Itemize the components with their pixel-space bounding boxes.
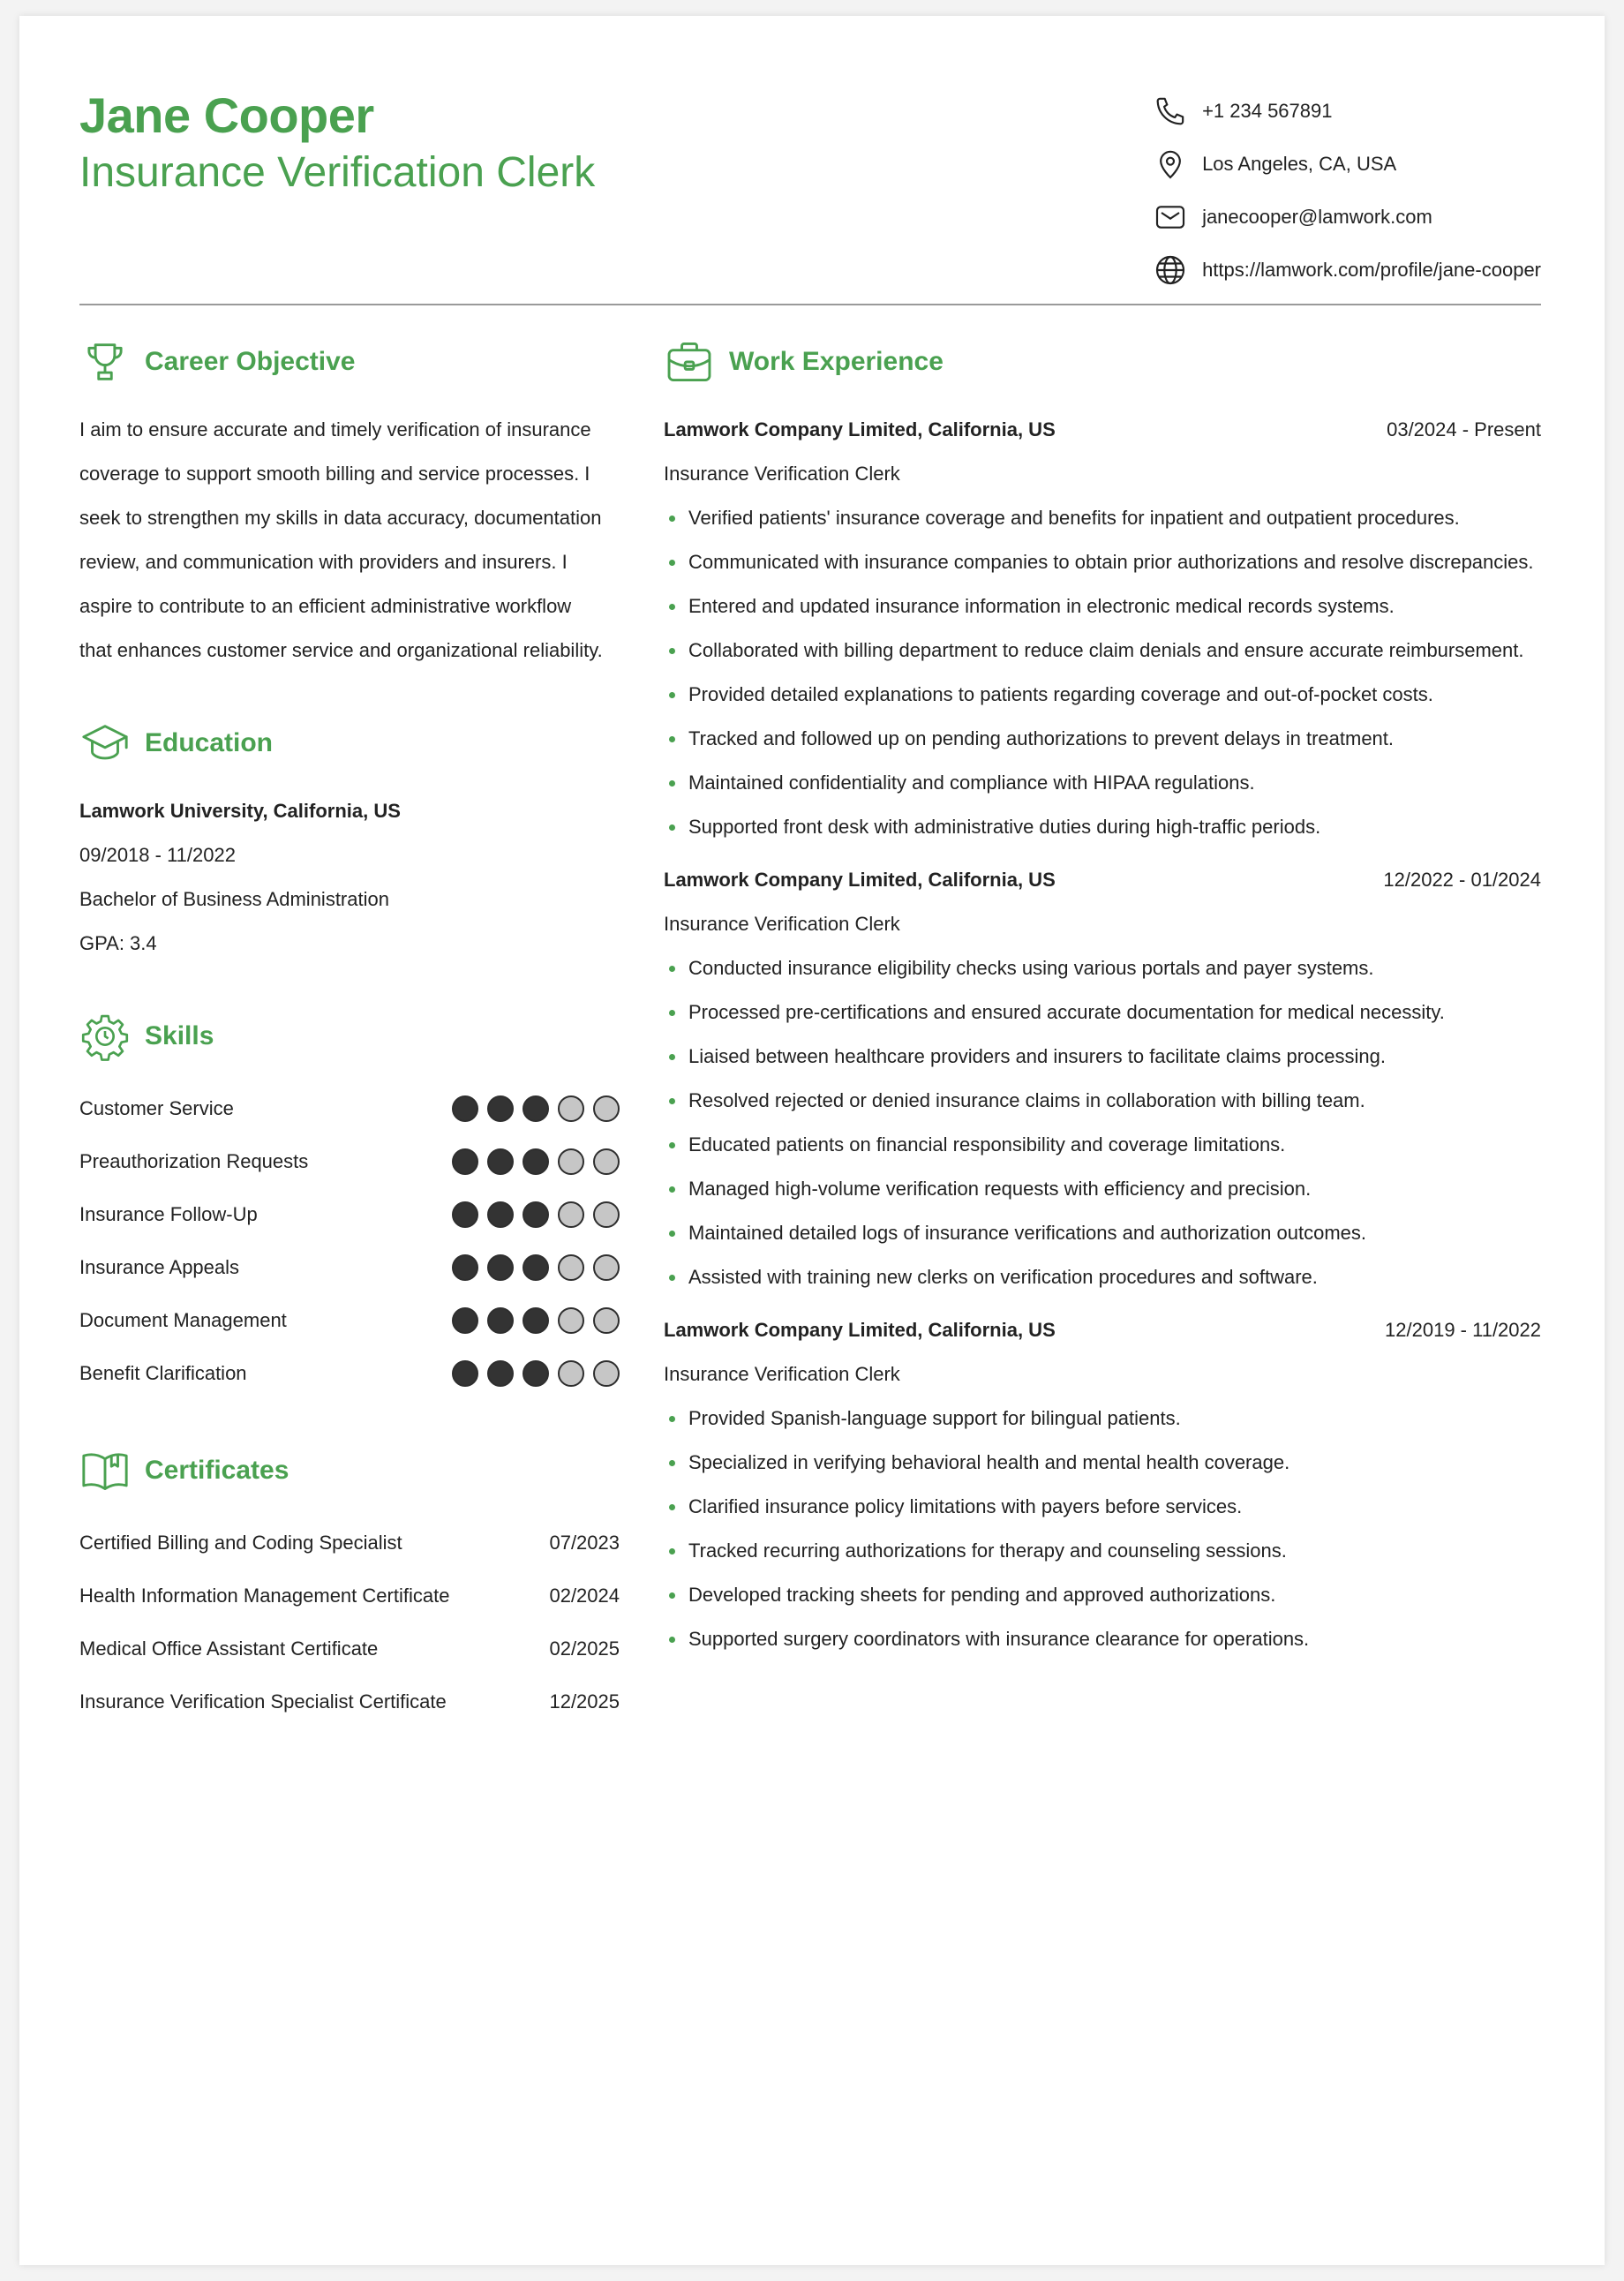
trophy-icon (79, 336, 131, 388)
education-section (79, 717, 620, 966)
skill-rating (452, 1095, 620, 1122)
education-title: Education (145, 728, 274, 757)
job-company: Lamwork Company Limited, California, US (664, 1319, 1056, 1341)
job-bullet: Educated patients on financial responsibility and coverage limitations. (664, 1123, 1541, 1167)
skill-label: Insurance Appeals (79, 1256, 240, 1278)
rating-dot-filled (523, 1307, 549, 1334)
skill-row (79, 1294, 620, 1347)
skill-label: Document Management (79, 1309, 287, 1331)
rating-dot-empty (593, 1148, 620, 1175)
job-role: Insurance Verification Clerk (664, 913, 900, 935)
rating-dot-filled (487, 1201, 514, 1228)
rating-dot-empty (558, 1201, 584, 1228)
skill-row (79, 1347, 620, 1400)
rating-dot-filled (452, 1201, 478, 1228)
rating-dot-filled (452, 1148, 478, 1175)
skill-row (79, 1135, 620, 1188)
candidate-name: Jane Cooper (79, 87, 374, 143)
rating-dot-filled (487, 1254, 514, 1281)
job-bullet: Supported surgery coordinators with insurance clearance for operations. (664, 1617, 1541, 1661)
left-column (79, 335, 620, 1728)
resume-page (19, 16, 1605, 2265)
objective-line: that enhances customer service and organizational reliability. (79, 639, 603, 661)
globe-icon (1153, 252, 1188, 288)
certificate-date: 02/2024 (549, 1585, 620, 1607)
job-bullet: Clarified insurance policy limitations with payers before services. (664, 1485, 1541, 1529)
career-objective-text (79, 408, 620, 673)
rating-dot-empty (593, 1307, 620, 1334)
job-bullets (664, 1396, 1541, 1661)
rating-dot-filled (487, 1095, 514, 1122)
job-header (664, 858, 1541, 902)
skill-rating (452, 1148, 620, 1175)
job-bullet: Provided Spanish-language support for bilingual patients. (664, 1396, 1541, 1441)
work-experience-heading (664, 335, 1541, 388)
rating-dot-filled (523, 1095, 549, 1122)
job-bullet: Liaised between healthcare providers and insurers to facilitate claims processing. (664, 1035, 1541, 1079)
job-bullet: Developed tracking sheets for pending and approved authorizations. (664, 1573, 1541, 1617)
job-company: Lamwork Company Limited, California, US (664, 418, 1056, 440)
certificate-name: Health Information Management Certificate (79, 1585, 450, 1607)
rating-dot-filled (487, 1307, 514, 1334)
rating-dot-empty (593, 1201, 620, 1228)
work-experience-title: Work Experience (729, 347, 944, 376)
rating-dot-empty (593, 1360, 620, 1387)
job-role: Insurance Verification Clerk (664, 1363, 900, 1385)
education-gpa: GPA: 3.4 (79, 932, 157, 954)
certificate-row (79, 1570, 620, 1622)
job-bullet: Collaborated with billing department to reduce claim denials and ensure accurate reimbursement. (664, 629, 1541, 673)
contact-location-text: Los Angeles, CA, USA (1202, 153, 1397, 175)
skill-row (79, 1241, 620, 1294)
job-bullet: Resolved rejected or denied insurance claims in collaboration with billing team. (664, 1079, 1541, 1123)
certificates-section (79, 1444, 620, 1728)
contact-email[interactable] (1153, 199, 1541, 235)
rating-dot-filled (523, 1148, 549, 1175)
certificate-name: Medical Office Assistant Certificate (79, 1637, 379, 1660)
job-company: Lamwork Company Limited, California, US (664, 869, 1056, 891)
certificate-name: Certified Billing and Coding Specialist (79, 1532, 402, 1554)
certificate-date: 07/2023 (549, 1532, 620, 1554)
job-bullets (664, 496, 1541, 849)
rating-dot-filled (452, 1254, 478, 1281)
right-column (664, 335, 1541, 1670)
education-heading (79, 717, 620, 770)
job-role: Insurance Verification Clerk (664, 463, 900, 485)
rating-dot-filled (523, 1201, 549, 1228)
education-dates: 09/2018 - 11/2022 (79, 844, 236, 866)
job-bullet: Verified patients' insurance coverage and benefits for inpatient and outpatient procedures. (664, 496, 1541, 540)
education-degree: Bachelor of Business Administration (79, 888, 389, 910)
contact-email-text[interactable]: janecooper@lamwork.com (1202, 206, 1432, 228)
job-bullet: Maintained confidentiality and compliance with HIPAA regulations. (664, 761, 1541, 805)
certificate-name: Insurance Verification Specialist Certificate (79, 1690, 447, 1713)
contact-website[interactable] (1153, 252, 1541, 288)
candidate-title: Insurance Verification Clerk (79, 149, 596, 196)
skill-row (79, 1082, 620, 1135)
job-dates: 12/2019 - 11/2022 (1385, 1319, 1541, 1341)
rating-dot-empty (593, 1254, 620, 1281)
objective-line: coverage to support smooth billing and service processes. I (79, 463, 590, 485)
certificate-row (79, 1622, 620, 1675)
rating-dot-empty (558, 1148, 584, 1175)
job-bullet: Supported front desk with administrative duties during high-traffic periods. (664, 805, 1541, 849)
job-dates: 12/2022 - 01/2024 (1383, 869, 1541, 891)
certificates-list (79, 1517, 620, 1728)
resume-header (79, 72, 1541, 305)
gear-icon (79, 1011, 131, 1062)
contact-location (1153, 147, 1541, 182)
rating-dot-empty (593, 1095, 620, 1122)
skills-list (79, 1082, 620, 1400)
rating-dot-filled (487, 1360, 514, 1387)
job-bullet: Specialized in verifying behavioral health and mental health coverage. (664, 1441, 1541, 1485)
rating-dot-empty (558, 1095, 584, 1122)
job-bullet: Entered and updated insurance information in electronic medical records systems. (664, 584, 1541, 629)
skills-title: Skills (145, 1021, 214, 1050)
job-bullet: Communicated with insurance companies to obtain prior authorizations and resolve discrepancies. (664, 540, 1541, 584)
skills-heading (79, 1010, 620, 1063)
job-bullets (664, 946, 1541, 1299)
envelope-icon (1153, 199, 1188, 235)
rating-dot-empty (558, 1360, 584, 1387)
contact-list (1153, 94, 1541, 305)
rating-dot-filled (452, 1307, 478, 1334)
contact-phone-text: +1 234 567891 (1202, 100, 1333, 122)
job-bullet: Conducted insurance eligibility checks using various portals and payer systems. (664, 946, 1541, 990)
skill-rating (452, 1307, 620, 1334)
rating-dot-filled (452, 1095, 478, 1122)
work-experience-list (664, 408, 1541, 1661)
graduation-cap-icon (79, 718, 131, 769)
rating-dot-filled (452, 1360, 478, 1387)
job-header (664, 408, 1541, 452)
skill-row (79, 1188, 620, 1241)
skill-rating (452, 1201, 620, 1228)
book-icon (79, 1445, 131, 1496)
phone-icon (1153, 94, 1188, 129)
skill-label: Preauthorization Requests (79, 1150, 309, 1172)
objective-line: review, and communication with providers and insurers. I (79, 551, 568, 573)
rating-dot-empty (558, 1254, 584, 1281)
objective-line: aspire to contribute to an efficient administrative workflow (79, 595, 572, 617)
job-bullet: Provided detailed explanations to patients regarding coverage and out-of-pocket costs. (664, 673, 1541, 717)
rating-dot-filled (487, 1148, 514, 1175)
job-entry (664, 408, 1541, 849)
skill-rating (452, 1254, 620, 1281)
skill-label: Insurance Follow-Up (79, 1203, 258, 1225)
skill-rating (452, 1360, 620, 1387)
job-bullet: Processed pre-certifications and ensured accurate documentation for medical necessity. (664, 990, 1541, 1035)
job-bullet: Tracked recurring authorizations for therapy and counseling sessions. (664, 1529, 1541, 1573)
job-entry (664, 858, 1541, 1299)
career-objective-heading (79, 335, 620, 388)
rating-dot-filled (523, 1254, 549, 1281)
job-dates: 03/2024 - Present (1387, 418, 1541, 440)
skill-label: Customer Service (79, 1097, 234, 1119)
certificates-title: Certificates (145, 1456, 289, 1485)
job-bullet: Managed high-volume verification requests with efficiency and precision. (664, 1167, 1541, 1211)
job-header (664, 1308, 1541, 1352)
contact-website-text[interactable]: https://lamwork.com/profile/jane-cooper (1202, 259, 1541, 281)
certificate-date: 02/2025 (549, 1637, 620, 1660)
job-bullet: Assisted with training new clerks on verification procedures and software. (664, 1255, 1541, 1299)
location-pin-icon (1153, 147, 1188, 182)
objective-line: seek to strengthen my skills in data accuracy, documentation (79, 507, 602, 529)
certificates-heading (79, 1444, 620, 1497)
skill-label: Benefit Clarification (79, 1362, 247, 1384)
rating-dot-empty (558, 1307, 584, 1334)
certificate-row (79, 1675, 620, 1728)
certificate-date: 12/2025 (549, 1690, 620, 1713)
job-bullet: Tracked and followed up on pending authorizations to prevent delays in treatment. (664, 717, 1541, 761)
briefcase-icon (664, 336, 715, 388)
objective-line: I aim to ensure accurate and timely verification of insurance (79, 418, 591, 440)
education-school: Lamwork University, California, US (79, 800, 401, 822)
contact-phone (1153, 94, 1541, 129)
career-objective-title: Career Objective (145, 347, 356, 376)
skills-section (79, 1010, 620, 1400)
job-entry (664, 1308, 1541, 1661)
career-objective-section (79, 335, 620, 673)
job-bullet: Maintained detailed logs of insurance verifications and authorization outcomes. (664, 1211, 1541, 1255)
certificate-row (79, 1517, 620, 1570)
rating-dot-filled (523, 1360, 549, 1387)
